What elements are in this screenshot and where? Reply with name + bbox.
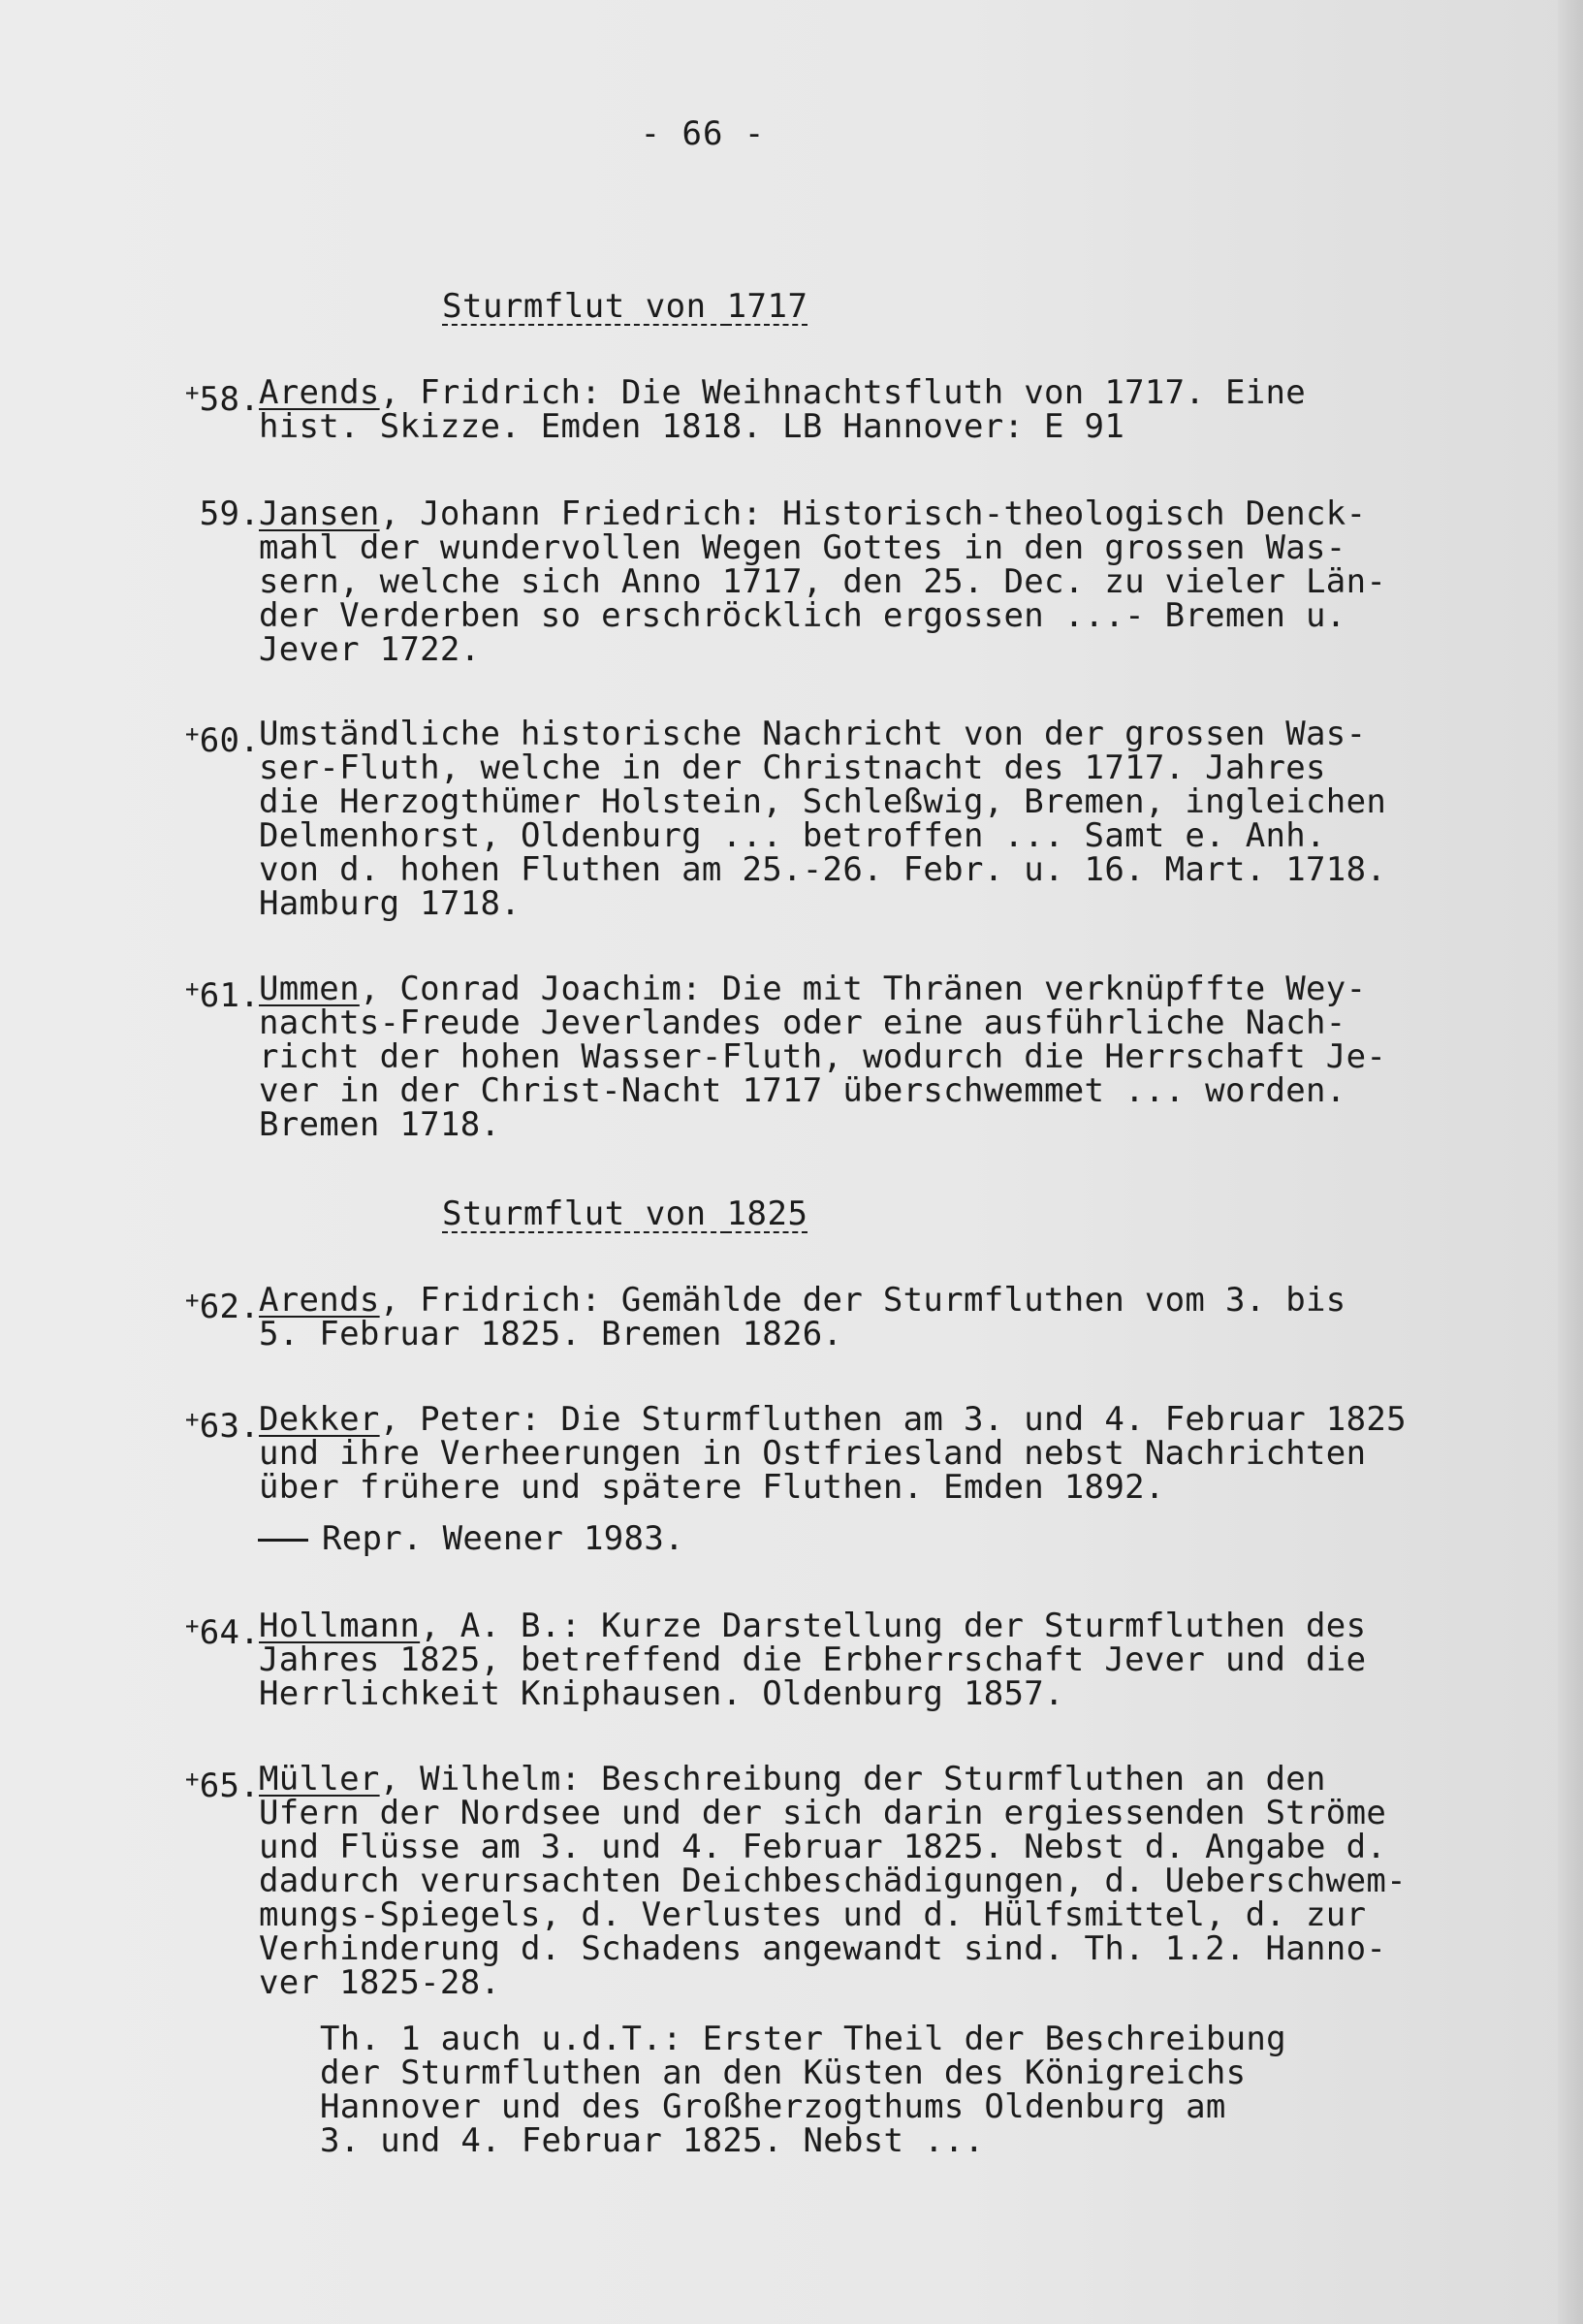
page-number: - 66 - (640, 114, 766, 153)
heading-year-1825: 1825 (726, 1194, 808, 1233)
entry-text: ver 1825-28. (259, 1963, 501, 2002)
entry-65 (145, 1760, 1444, 2002)
entry-text: mahl der wundervollen Wegen Gottes in den grossen Was- (259, 528, 1346, 567)
marker-plus: + (184, 1406, 200, 1433)
entry-text: , A. B.: Kurze Darstellung der Sturmfluthen des (420, 1607, 1367, 1645)
entry-text: die Herzogthümer Holstein, Schleßwig, Bremen, ingleichen (259, 782, 1387, 821)
entry-text: Ufern der Nordsee und der sich darin ergiessenden Ströme (259, 1794, 1387, 1832)
entry-text: Delmenhorst, Oldenburg ... betroffen ... Samt e. Anh. (259, 816, 1326, 855)
author-name: Hollmann (259, 1607, 421, 1645)
author-name: Dekker (259, 1400, 380, 1439)
marker-plus: + (184, 1612, 200, 1640)
entry-number (145, 1284, 260, 1324)
entry-number (145, 1763, 260, 1803)
entry-text: , Fridrich: Die Weihnachtsfluth von 1717. Eine (379, 373, 1307, 412)
entry-58 (145, 373, 1444, 446)
section-heading-1825 (442, 1194, 807, 1233)
entry-62 (145, 1281, 1444, 1353)
entry-text: Herrlichkeit Kniphausen. Oldenburg 1857. (259, 1674, 1064, 1713)
entry-number: 59. (199, 494, 260, 533)
entry-text: , Fridrich: Gemählde der Sturmfluthen vom 3. bis (379, 1281, 1346, 1320)
author-name: Arends (259, 373, 380, 412)
entry-number-text: 60. (199, 721, 260, 760)
note-text: Repr. Weener 1983. (322, 1519, 684, 1558)
entry-text: richt der hohen Wasser-Fluth, wodurch die Herrschaft Je- (259, 1037, 1387, 1076)
entry-60 (145, 717, 1444, 921)
note-text: Hannover und des Großherzogthums Oldenburg am (320, 2087, 1226, 2126)
entry-text: Bremen 1718. (259, 1105, 501, 1144)
entry-number (145, 717, 260, 758)
marker-plus: + (184, 720, 200, 748)
entry-number-text: 62. (199, 1288, 260, 1326)
entry-number (145, 972, 260, 1013)
section-heading-1717 (442, 287, 807, 326)
heading-prefix-1825: Sturmflut von (442, 1194, 727, 1233)
entry-text: Jahres 1825, betreffend die Erbherrschaft Jever und die (259, 1640, 1367, 1679)
page-edge-shadow (1558, 0, 1583, 2324)
entry-text: Hamburg 1718. (259, 884, 522, 923)
em-dash-mark (258, 1539, 308, 1542)
entry-59 (145, 494, 1444, 669)
entry-number (145, 1609, 260, 1650)
entry-text: , Wilhelm: Beschreibung der Sturmfluthen an den (379, 1760, 1326, 1799)
entry-number (145, 1403, 260, 1444)
entry-number-text: 63. (199, 1407, 260, 1446)
author-name: Arends (259, 1281, 380, 1320)
entry-text: sern, welche sich Anno 1717, den 25. Dec. zu vieler Län- (259, 562, 1387, 601)
entry-63 (145, 1400, 1444, 1507)
author-name: Ummen (259, 970, 360, 1008)
marker-plus: + (184, 1766, 200, 1793)
entry-text: Umständliche historische Nachricht von der grossen Was- (259, 715, 1367, 753)
entry-text: ver in der Christ-Nacht 1717 überschwemmet ... worden. (259, 1071, 1346, 1110)
note-text: 3. und 4. Februar 1825. Nebst ... (320, 2121, 985, 2160)
marker-plus: + (184, 1287, 200, 1314)
heading-prefix-1717: Sturmflut von (442, 287, 727, 326)
entry-text: der Verderben so erschröcklich ergossen ...- Bremen u. (259, 596, 1346, 635)
subtitle-note (320, 2022, 1286, 2158)
author-name: Jansen (259, 494, 380, 533)
entry-64 (145, 1609, 1444, 1711)
entry-text: nachts-Freude Jeverlandes oder eine ausführliche Nach- (259, 1003, 1346, 1042)
reprint-note (258, 1519, 684, 1558)
entry-number-text: 58. (199, 380, 260, 419)
note-text: der Sturmfluthen an den Küsten des Königreichs (320, 2053, 1247, 2092)
entry-text: hist. Skizze. Emden 1818. LB Hannover: E 91 (259, 407, 1125, 446)
entry-text: und ihre Verheerungen in Ostfriesland nebst Nachrichten (259, 1434, 1367, 1473)
entry-number-text: 65. (199, 1767, 260, 1805)
entry-text: Verhinderung d. Schadens angewandt sind. Th. 1.2. Hanno- (259, 1929, 1387, 1968)
entry-text: , Johann Friedrich: Historisch-theologisch Denck- (379, 494, 1367, 533)
entry-text: , Conrad Joachim: Die mit Thränen verknüpffte Wey- (359, 970, 1367, 1008)
entry-number (145, 376, 260, 417)
entry-number-text: 61. (199, 976, 260, 1015)
entry-text: Jever 1722. (259, 630, 481, 669)
entry-text: mungs-Spiegels, d. Verlustes und d. Hülfsmittel, d. zur (259, 1895, 1367, 1934)
entry-text: ser-Fluth, welche in der Christnacht des 1717. Jahres (259, 748, 1326, 787)
marker-plus: + (184, 379, 200, 406)
entry-text: und Flüsse am 3. und 4. Februar 1825. Nebst d. Angabe d. (259, 1828, 1387, 1866)
entry-text: , Peter: Die Sturmfluthen am 3. und 4. Februar 1825 (379, 1400, 1407, 1439)
author-name: Müller (259, 1760, 380, 1799)
note-text: Th. 1 auch u.d.T.: Erster Theil der Beschreibung (320, 2020, 1286, 2058)
entry-text: 5. Februar 1825. Bremen 1826. (259, 1315, 843, 1353)
entry-text: dadurch verursachten Deichbeschädigungen, d. Ueberschwem- (259, 1862, 1407, 1900)
entry-61 (145, 972, 1444, 1142)
heading-year-1717: 1717 (726, 287, 808, 326)
entry-text: von d. hohen Fluthen am 25.-26. Febr. u. 16. Mart. 1718. (259, 850, 1387, 889)
entry-text: über frühere und spätere Fluthen. Emden 1892. (259, 1468, 1165, 1507)
entry-number-text: 64. (199, 1613, 260, 1652)
marker-plus: + (184, 975, 200, 1003)
